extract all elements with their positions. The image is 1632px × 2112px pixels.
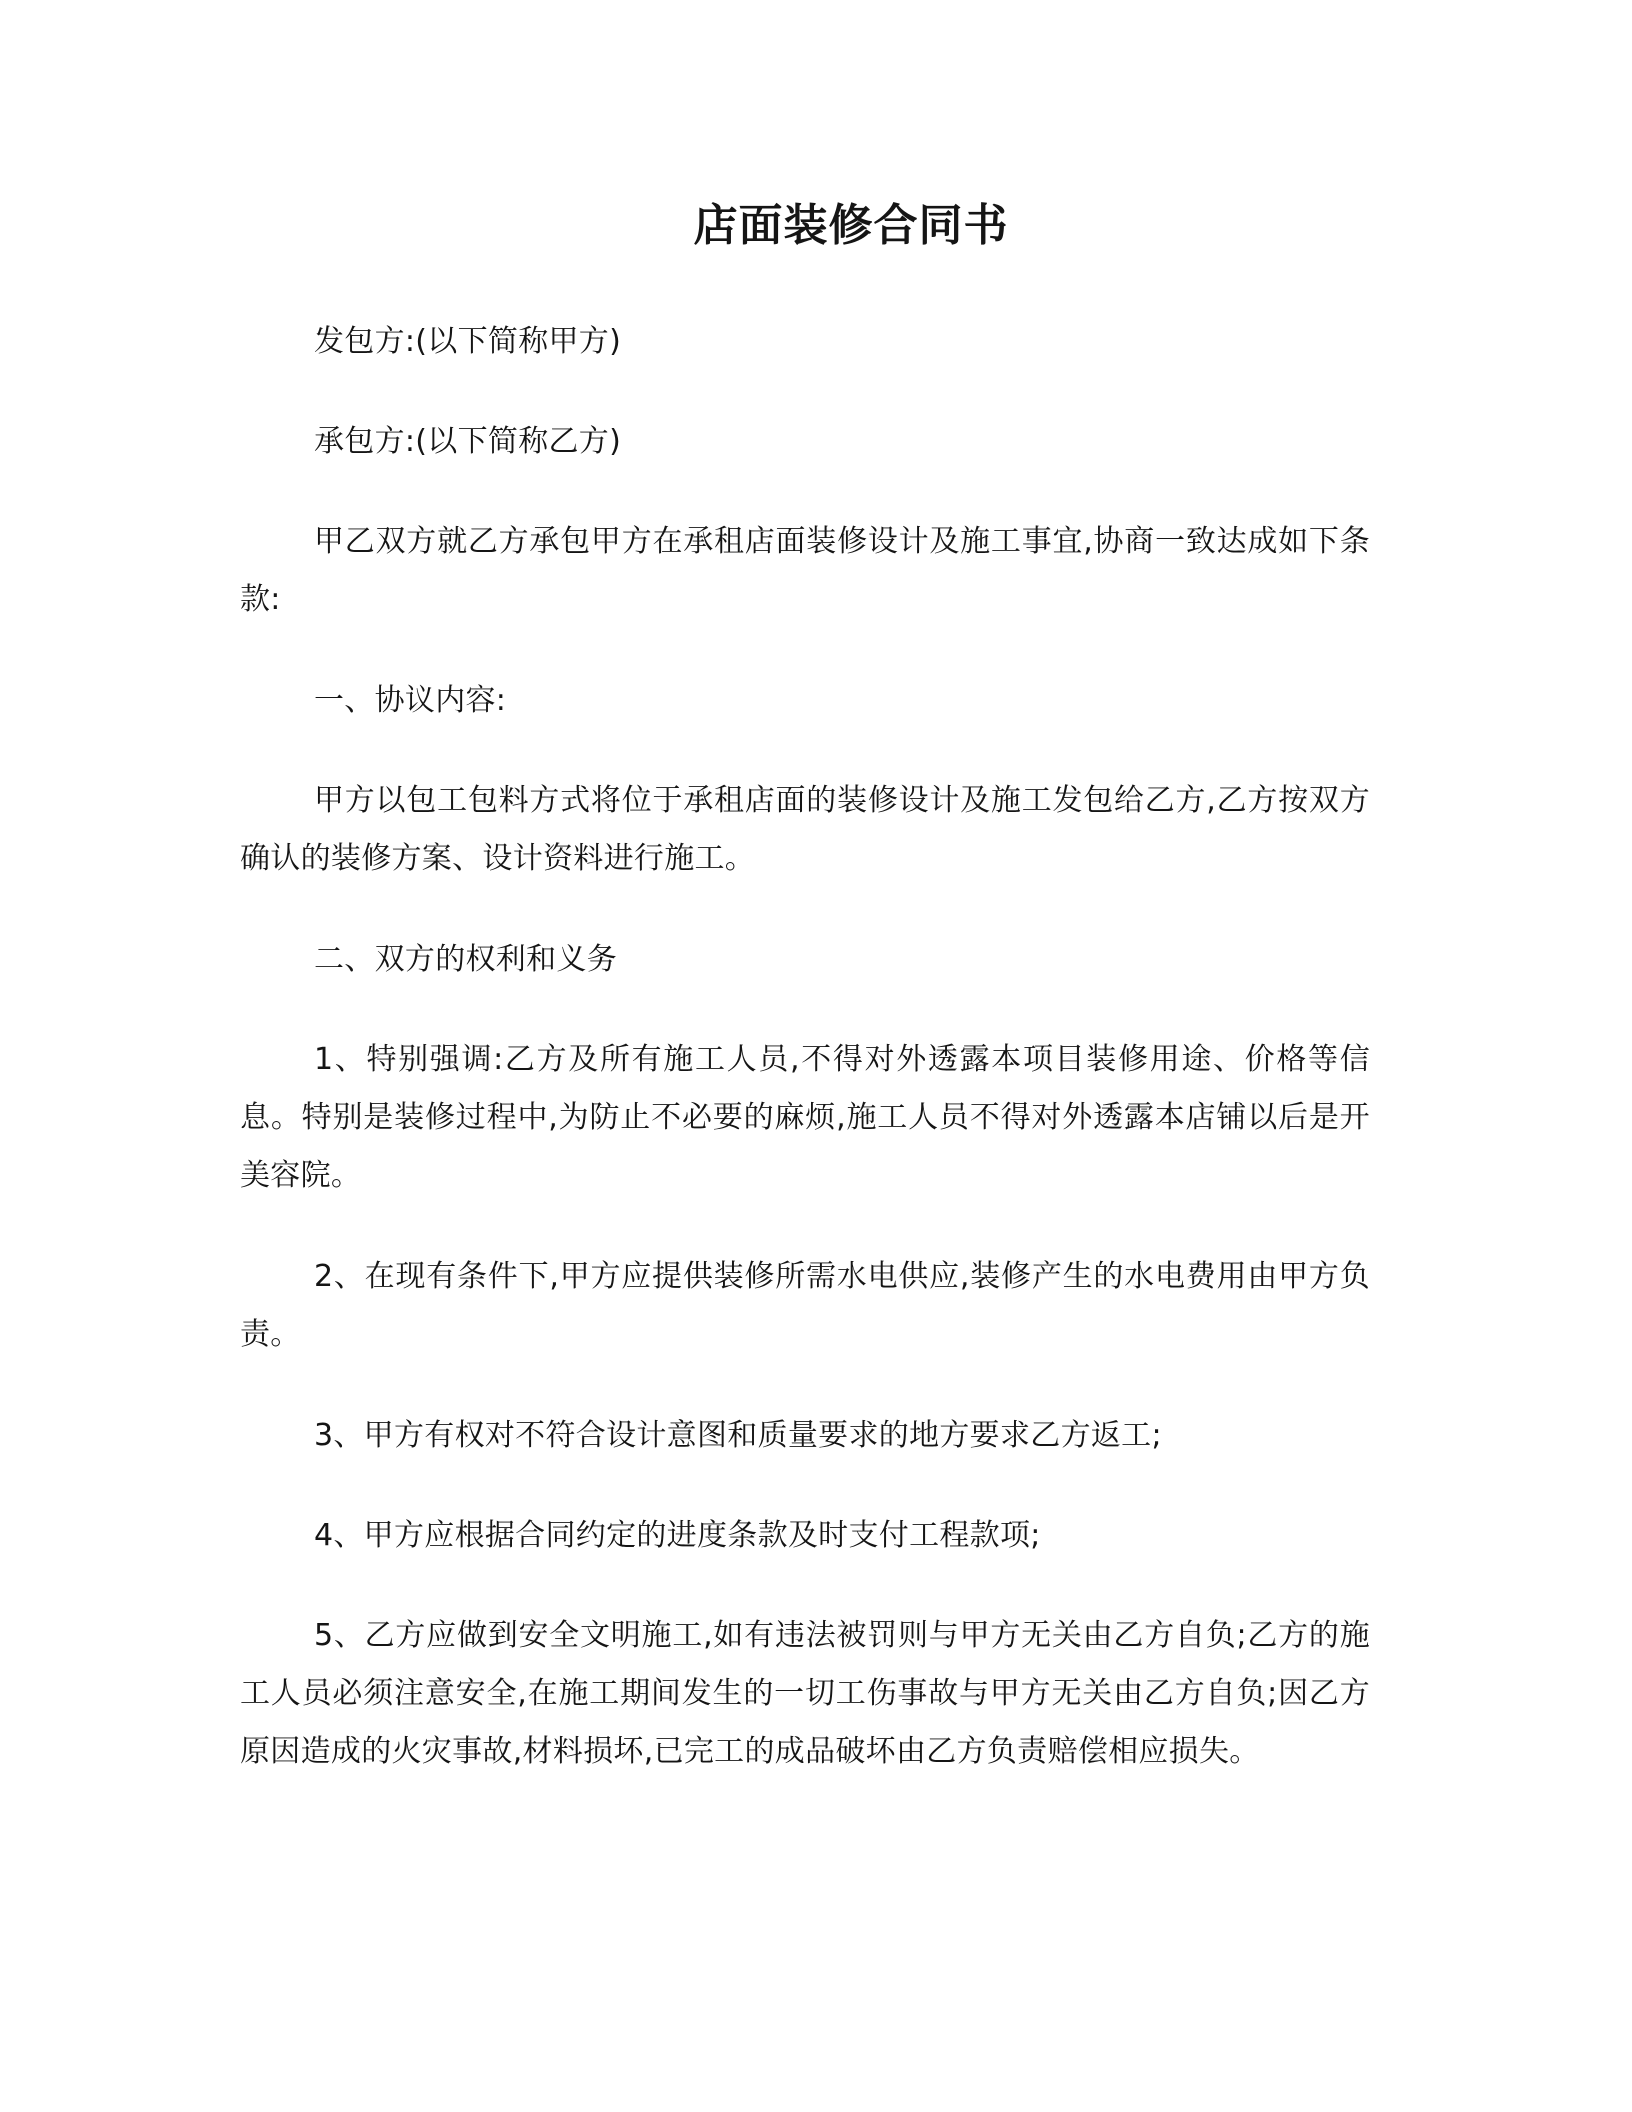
clause-2: 2、在现有条件下,甲方应提供装修所需水电供应,装修产生的水电费用由甲方负责。 xyxy=(240,1259,1370,1352)
clause-1: 1、特别强调:乙方及所有施工人员,不得对外透露本项目装修用途、价格等信息。特别是装修过程中,为防止不必要的麻烦,施工人员不得对外透露本店铺以后是开美容院。 xyxy=(240,1042,1370,1193)
intro-paragraph: 甲乙双方就乙方承包甲方在承租店面装修设计及施工事宜,协商一致达成如下条款: xyxy=(240,524,1370,617)
section-heading-rights: 二、双方的权利和义务 xyxy=(314,942,617,977)
clause-4: 4、甲方应根据合同约定的进度条款及时支付工程款项; xyxy=(314,1518,1041,1553)
party-b-line: 承包方:(以下简称乙方) xyxy=(314,424,622,459)
clause-5: 5、乙方应做到安全文明施工,如有违法被罚则与甲方无关由乙方自负;乙方的施工人员必须注意安全,在施工期间发生的一切工伤事故与甲方无关由乙方自负;因乙方原因造成的火灾事故,材料损坏,已完工的成品破坏由乙方负责赔偿相应损失。 xyxy=(240,1618,1370,1769)
clause-3: 3、甲方有权对不符合设计意图和质量要求的地方要求乙方返工; xyxy=(314,1418,1162,1453)
section-heading-agreement: 一、协议内容: xyxy=(314,683,507,718)
party-a-line: 发包方:(以下简称甲方) xyxy=(314,324,622,359)
document-title: 店面装修合同书 xyxy=(693,200,1009,251)
agreement-paragraph: 甲方以包工包料方式将位于承租店面的装修设计及施工发包给乙方,乙方按双方确认的装修方案、设计资料进行施工。 xyxy=(240,783,1370,876)
